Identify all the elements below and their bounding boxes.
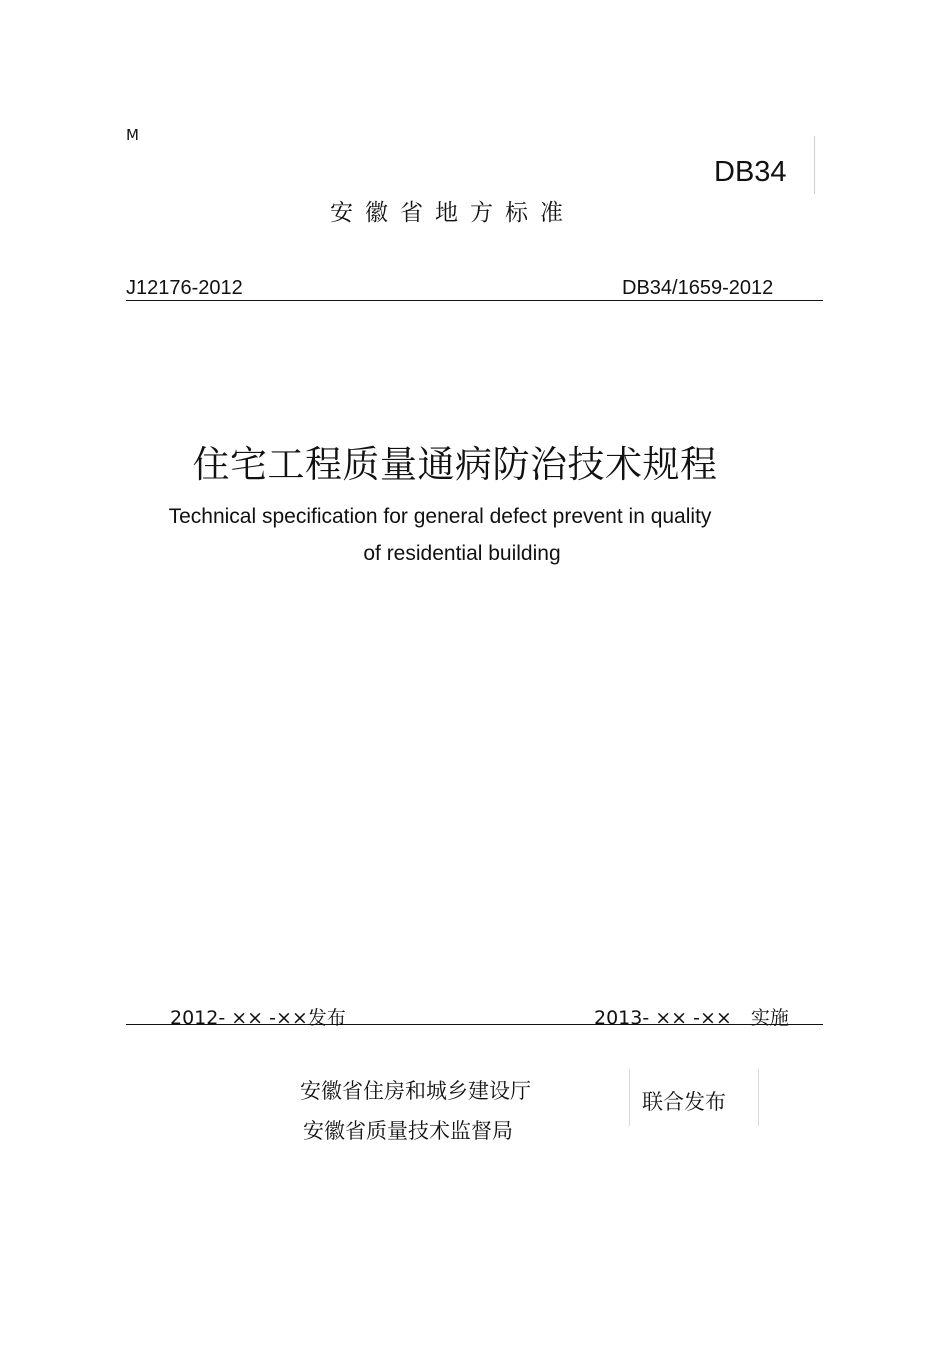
document-title-en-line1: Technical specification for general defect prevent in quality (168, 505, 712, 528)
standard-type: 安徽省地方标准 (330, 200, 575, 226)
publisher: 安徽省质量技术监督局 (303, 1119, 513, 1143)
standard-number: DB34/1659-2012 (622, 277, 774, 299)
joint-issue-box (629, 1069, 759, 1126)
issue-date: 2012- ×× -××发布 (170, 1007, 346, 1029)
publisher: 安徽省住房和城乡建设厅 (300, 1079, 531, 1103)
corner-mark: M (126, 126, 139, 144)
standard-numbers-row (126, 276, 823, 301)
document-title-en-line2: of residential building (363, 542, 561, 565)
standard-code-box (700, 136, 815, 194)
joint-issue-label: 联合发布 (642, 1090, 726, 1114)
record-number: J12176-2012 (126, 277, 243, 299)
standard-code: DB34 (714, 156, 787, 188)
dates-row (126, 1003, 823, 1029)
document-title-cn: 住宅工程质量通病防治技术规程 (192, 443, 718, 486)
implementation-date: 2013- ×× -×× 实施 (594, 1007, 789, 1029)
